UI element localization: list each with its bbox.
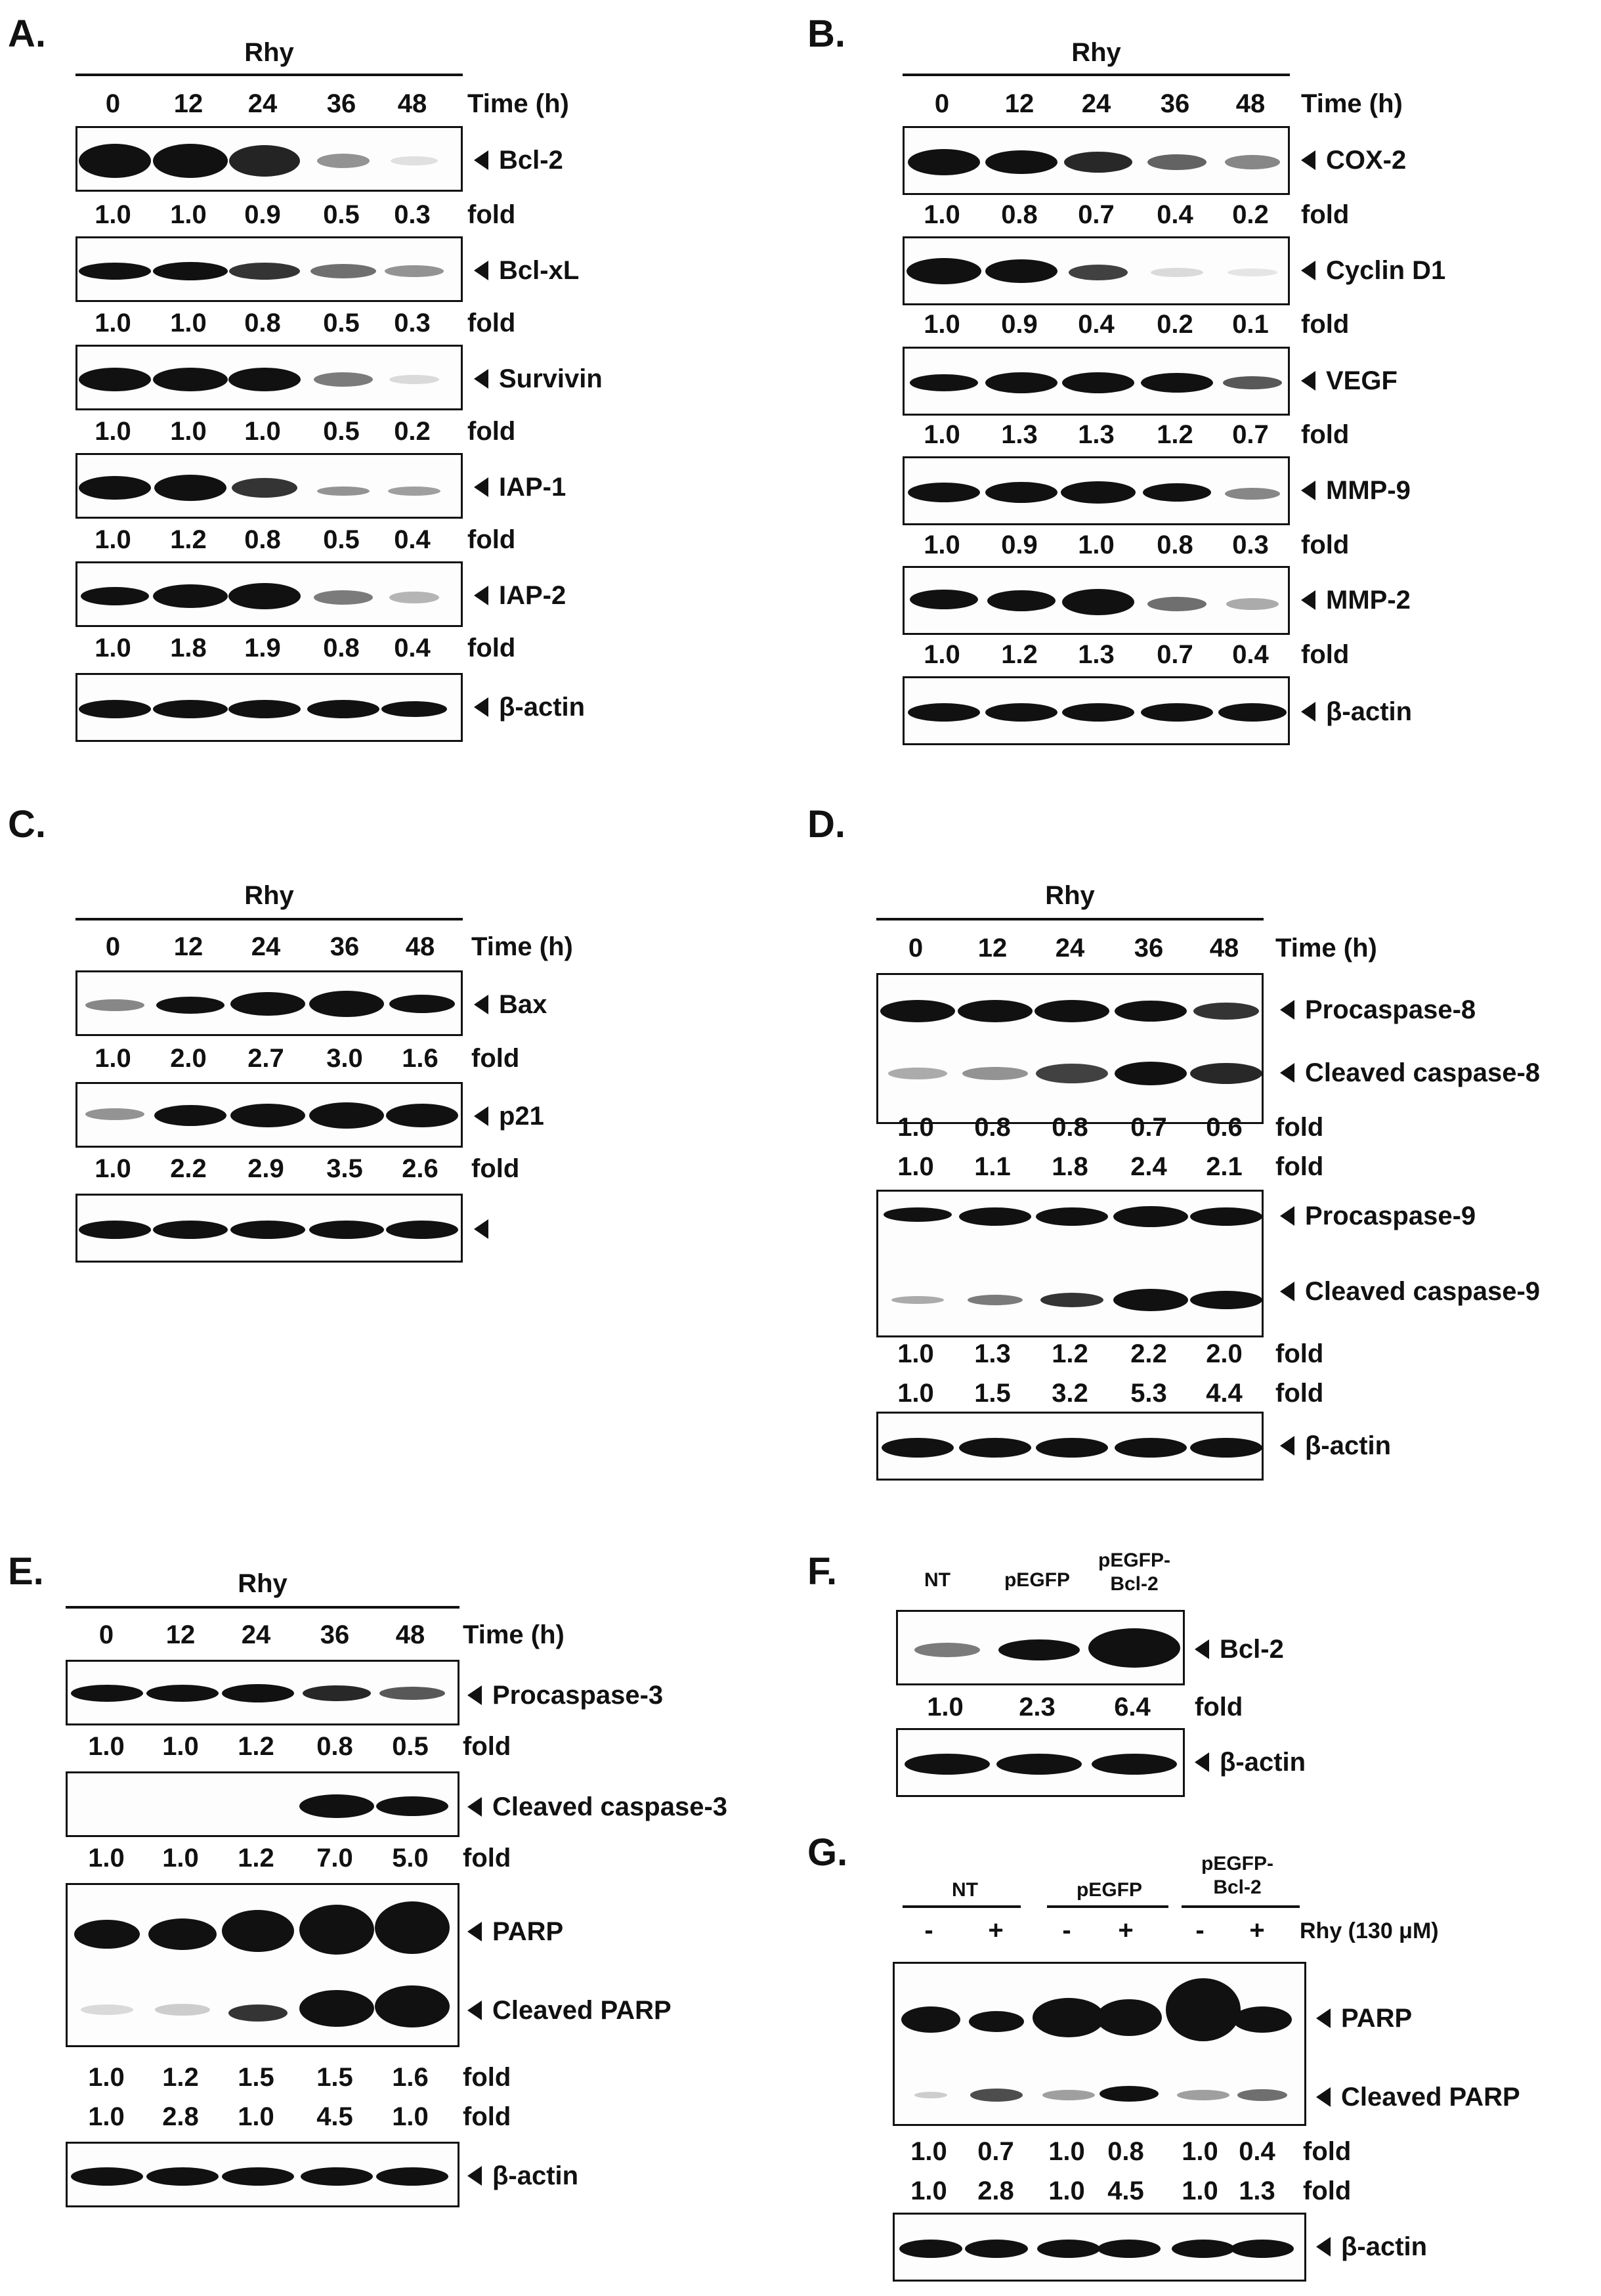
panel-e-blot-procaspase3 bbox=[66, 1660, 459, 1725]
panel-e-fold-value: 1.0 bbox=[162, 1844, 199, 1873]
panel-b-protein-label: COX-2 bbox=[1301, 146, 1406, 175]
panel-b-fold-value: 1.3 bbox=[1001, 420, 1038, 449]
panel-g-protein-label: PARP bbox=[1316, 2004, 1412, 2033]
panel-g-fold-value: 1.0 bbox=[1182, 2177, 1218, 2205]
panel-a-fold-value: 1.0 bbox=[170, 200, 207, 229]
panel-g-fold-value: 1.0 bbox=[1048, 2177, 1085, 2205]
panel-d-fold-value: 0.8 bbox=[1052, 1113, 1088, 1142]
fold-label: fold bbox=[467, 525, 516, 554]
fold-label: fold bbox=[1301, 310, 1350, 339]
fold-label: fold bbox=[1275, 1379, 1324, 1408]
panel-d-fold-value: 2.4 bbox=[1130, 1152, 1167, 1181]
panel-g-fold-value: 0.4 bbox=[1239, 2137, 1275, 2166]
panel-a-fold-value: 1.0 bbox=[95, 417, 131, 446]
panel-g-group-label: NT bbox=[952, 1879, 978, 1901]
panel-c-fold-value: 1.0 bbox=[95, 1154, 131, 1183]
fold-label: fold bbox=[467, 634, 516, 662]
panel-e-fold-value: 1.2 bbox=[238, 1844, 274, 1873]
panel-e-fold-value: 7.0 bbox=[316, 1844, 353, 1873]
panel-d-time-tick: 12 bbox=[977, 934, 1008, 963]
panel-f-lane-label: pEGFP- bbox=[1098, 1549, 1170, 1571]
panel-e-protein-label: PARP bbox=[467, 1917, 563, 1947]
panel-e-fold-value: 1.0 bbox=[392, 2102, 429, 2131]
panel-c-time-tick: 36 bbox=[330, 932, 360, 961]
panel-b-protein-label: β-actin bbox=[1301, 697, 1412, 727]
panel-e-fold-value: 0.8 bbox=[316, 1732, 353, 1761]
panel-a-time-tick: 36 bbox=[326, 89, 356, 118]
panel-c-fold-value: 1.6 bbox=[402, 1044, 438, 1073]
panel-d-fold-value: 1.8 bbox=[1052, 1152, 1088, 1181]
fold-label: fold bbox=[1275, 1113, 1324, 1142]
panel-a-protein-label: Survivin bbox=[474, 364, 603, 394]
panel-e-fold-value: 1.5 bbox=[316, 2063, 353, 2092]
panel-g-treat-title: Rhy (130 μM) bbox=[1300, 1918, 1439, 1943]
panel-a-fold-value: 0.2 bbox=[394, 417, 431, 446]
panel-a-protein-label: IAP-1 bbox=[474, 473, 566, 502]
panel-b-fold-value: 0.3 bbox=[1232, 531, 1269, 559]
panel-b-blot-cox2 bbox=[903, 126, 1290, 195]
panel-b-fold-value: 0.4 bbox=[1078, 310, 1115, 339]
panel-b-fold-value: 1.2 bbox=[1001, 640, 1038, 669]
panel-g-blot-actin bbox=[893, 2213, 1306, 2282]
panel-c-fold-value: 2.9 bbox=[247, 1154, 284, 1183]
panel-c-group-label: Rhy bbox=[244, 881, 294, 910]
panel-d-time-tick: 0 bbox=[908, 934, 924, 963]
panel-b-fold-value: 1.0 bbox=[924, 531, 960, 559]
panel-d-fold-value: 1.3 bbox=[974, 1339, 1011, 1368]
panel-g-group-underline bbox=[903, 1905, 1021, 1908]
panel-b-fold-value: 0.7 bbox=[1232, 420, 1269, 449]
panel-g-group-label: Bcl-2 bbox=[1213, 1876, 1262, 1898]
panel-a-protein-label: β-actin bbox=[474, 693, 585, 722]
panel-c-blot-actin bbox=[75, 1194, 463, 1263]
panel-g-fold-value: 1.0 bbox=[1048, 2137, 1085, 2166]
panel-a-fold-value: 0.5 bbox=[323, 309, 360, 337]
panel-d-protein-label: Cleaved caspase-9 bbox=[1280, 1277, 1540, 1307]
panel-b-group-underline bbox=[903, 74, 1290, 76]
panel-b-group-label: Rhy bbox=[1071, 38, 1121, 67]
panel-g-group-label: pEGFP bbox=[1076, 1879, 1142, 1901]
panel-d-time-tick: 48 bbox=[1209, 934, 1239, 963]
fold-label: fold bbox=[1301, 200, 1350, 229]
panel-e-blot-parp bbox=[66, 1883, 459, 2047]
panel-b-blot-mmp9 bbox=[903, 456, 1290, 525]
panel-a-blot-iap1 bbox=[75, 453, 463, 519]
panel-g-group-underline bbox=[1047, 1905, 1168, 1908]
panel-e-label: E. bbox=[8, 1550, 44, 1593]
panel-g-fold-value: 1.0 bbox=[910, 2137, 947, 2166]
panel-d-fold-value: 2.1 bbox=[1206, 1152, 1243, 1181]
panel-b-fold-value: 1.2 bbox=[1157, 420, 1193, 449]
panel-g-treat-sign: + bbox=[1249, 1916, 1265, 1945]
panel-c-fold-value: 3.5 bbox=[326, 1154, 363, 1183]
panel-a-time-tick: 48 bbox=[397, 89, 427, 118]
fold-label: fold bbox=[1301, 531, 1350, 559]
panel-e-fold-value: 1.0 bbox=[162, 1732, 199, 1761]
panel-f-lane-label: pEGFP bbox=[1004, 1569, 1070, 1591]
panel-a-fold-value: 1.9 bbox=[244, 634, 281, 662]
panel-g-protein-label: β-actin bbox=[1316, 2232, 1427, 2262]
panel-e-fold-value: 1.5 bbox=[238, 2063, 274, 2092]
panel-a-blot-iap2 bbox=[75, 561, 463, 627]
panel-e-time-tick: 12 bbox=[165, 1620, 196, 1649]
panel-e-fold-value: 1.0 bbox=[238, 2102, 274, 2131]
panel-b-blot-cyclind1 bbox=[903, 236, 1290, 305]
panel-d-fold-value: 4.4 bbox=[1206, 1379, 1243, 1408]
panel-a-fold-value: 1.0 bbox=[170, 417, 207, 446]
panel-b-fold-value: 1.0 bbox=[1078, 531, 1115, 559]
panel-c-time-tick: 12 bbox=[173, 932, 203, 961]
panel-g-group-label: pEGFP- bbox=[1201, 1853, 1273, 1874]
fold-label: fold bbox=[463, 2063, 511, 2092]
panel-b-time-tick: 24 bbox=[1081, 89, 1111, 118]
panel-b-fold-value: 1.3 bbox=[1078, 420, 1115, 449]
panel-g-treat-sign: - bbox=[1062, 1916, 1071, 1945]
panel-a-fold-value: 1.0 bbox=[244, 417, 281, 446]
panel-g-treat-sign: - bbox=[924, 1916, 933, 1945]
panel-f-lane-label: NT bbox=[924, 1569, 950, 1591]
panel-d-protein-label: β-actin bbox=[1280, 1431, 1391, 1461]
panel-e-time-tick: 48 bbox=[395, 1620, 425, 1649]
panel-c-blot-p21 bbox=[75, 1082, 463, 1148]
panel-a-fold-value: 0.5 bbox=[323, 417, 360, 446]
panel-a-fold-value: 0.5 bbox=[323, 200, 360, 229]
panel-e-group-underline bbox=[66, 1606, 459, 1609]
panel-d-label: D. bbox=[807, 803, 845, 846]
panel-b-fold-value: 0.1 bbox=[1232, 310, 1269, 339]
panel-d-fold-value: 1.0 bbox=[897, 1152, 934, 1181]
panel-d-fold-value: 2.0 bbox=[1206, 1339, 1243, 1368]
panel-d-time-tick: 36 bbox=[1134, 934, 1164, 963]
panel-b-fold-value: 0.4 bbox=[1232, 640, 1269, 669]
panel-b-blot-actin bbox=[903, 676, 1290, 745]
panel-e-fold-value: 0.5 bbox=[392, 1732, 429, 1761]
panel-e-protein-label: Procaspase-3 bbox=[467, 1681, 663, 1710]
panel-a-fold-value: 1.0 bbox=[95, 525, 131, 554]
panel-e-blot-actin bbox=[66, 2142, 459, 2207]
fold-label: fold bbox=[1303, 2177, 1352, 2205]
panel-g-fold-value: 1.3 bbox=[1239, 2177, 1275, 2205]
fold-label: fold bbox=[1195, 1693, 1243, 1722]
panel-b-fold-value: 0.4 bbox=[1157, 200, 1193, 229]
panel-d-fold-value: 3.2 bbox=[1052, 1379, 1088, 1408]
panel-b-protein-label: MMP-9 bbox=[1301, 476, 1411, 506]
panel-c-time-tick: 48 bbox=[405, 932, 435, 961]
panel-e-fold-value: 2.8 bbox=[162, 2102, 199, 2131]
panel-e-fold-value: 1.2 bbox=[162, 2063, 199, 2092]
panel-e-fold-value: 1.6 bbox=[392, 2063, 429, 2092]
panel-d-blot-caspase8 bbox=[876, 973, 1264, 1124]
panel-e-blot-cleaved-caspase3 bbox=[66, 1771, 459, 1837]
panel-d-group-underline bbox=[876, 918, 1264, 921]
panel-g-treat-sign: + bbox=[988, 1916, 1004, 1945]
panel-d-fold-value: 1.5 bbox=[974, 1379, 1011, 1408]
panel-f-label: F. bbox=[807, 1550, 838, 1593]
panel-a-fold-value: 1.2 bbox=[170, 525, 207, 554]
panel-c-protein-label bbox=[474, 1215, 499, 1244]
panel-a-blot-bclxl bbox=[75, 236, 463, 302]
panel-a-fold-value: 0.9 bbox=[244, 200, 281, 229]
panel-e-protein-label: Cleaved caspase-3 bbox=[467, 1792, 727, 1822]
panel-a-blot-survivin bbox=[75, 345, 463, 410]
panel-f-fold-value: 1.0 bbox=[927, 1693, 964, 1722]
panel-e-fold-value: 1.0 bbox=[88, 1844, 125, 1873]
panel-f-blot-actin bbox=[896, 1728, 1185, 1797]
panel-a-fold-value: 0.8 bbox=[323, 634, 360, 662]
panel-a-fold-value: 0.4 bbox=[394, 525, 431, 554]
panel-b-label: B. bbox=[807, 12, 845, 55]
panel-c-time-title: Time (h) bbox=[471, 932, 573, 961]
panel-e-time-tick: 0 bbox=[98, 1620, 114, 1649]
panel-d-time-title: Time (h) bbox=[1275, 934, 1377, 963]
panel-c-fold-value: 3.0 bbox=[326, 1044, 363, 1073]
panel-b-time-tick: 12 bbox=[1004, 89, 1035, 118]
panel-a-blot-actin bbox=[75, 673, 463, 742]
panel-g-blot-parp bbox=[893, 1962, 1306, 2126]
panel-d-fold-value: 5.3 bbox=[1130, 1379, 1167, 1408]
panel-b-fold-value: 0.2 bbox=[1157, 310, 1193, 339]
panel-b-fold-value: 0.7 bbox=[1078, 200, 1115, 229]
fold-label: fold bbox=[471, 1044, 520, 1073]
panel-g-group-underline bbox=[1182, 1905, 1300, 1908]
panel-e-fold-value: 4.5 bbox=[316, 2102, 353, 2131]
panel-d-fold-value: 1.0 bbox=[897, 1339, 934, 1368]
panel-g-treat-sign: - bbox=[1195, 1916, 1205, 1945]
panel-b-time-tick: 36 bbox=[1160, 89, 1190, 118]
panel-b-fold-value: 1.0 bbox=[924, 310, 960, 339]
panel-e-protein-label: β-actin bbox=[467, 2161, 578, 2191]
panel-b-time-tick: 0 bbox=[934, 89, 950, 118]
panel-g-fold-value: 2.8 bbox=[977, 2177, 1014, 2205]
panel-e-fold-value: 5.0 bbox=[392, 1844, 429, 1873]
panel-d-fold-value: 0.6 bbox=[1206, 1113, 1243, 1142]
panel-d-fold-value: 1.0 bbox=[897, 1113, 934, 1142]
panel-a-fold-value: 1.0 bbox=[95, 200, 131, 229]
panel-e-protein-label: Cleaved PARP bbox=[467, 1996, 672, 2025]
panel-g-fold-value: 4.5 bbox=[1107, 2177, 1144, 2205]
fold-label: fold bbox=[1303, 2137, 1352, 2166]
panel-a-fold-value: 1.0 bbox=[95, 309, 131, 337]
panel-b-blot-vegf bbox=[903, 347, 1290, 416]
panel-d-time-tick: 24 bbox=[1055, 934, 1085, 963]
panel-d-protein-label: Cleaved caspase-8 bbox=[1280, 1058, 1540, 1088]
panel-f-protein-label: Bcl-2 bbox=[1195, 1635, 1284, 1664]
panel-e-time-tick: 24 bbox=[241, 1620, 271, 1649]
panel-d-blot-caspase9 bbox=[876, 1190, 1264, 1337]
panel-a-time-title: Time (h) bbox=[467, 89, 569, 118]
panel-c-group-underline bbox=[75, 918, 463, 921]
panel-g-fold-value: 1.0 bbox=[910, 2177, 947, 2205]
panel-g-treat-sign: + bbox=[1118, 1916, 1134, 1945]
panel-e-fold-value: 1.0 bbox=[88, 2102, 125, 2131]
panel-a-time-tick: 12 bbox=[173, 89, 203, 118]
panel-d-fold-value: 0.7 bbox=[1130, 1113, 1167, 1142]
panel-c-time-tick: 0 bbox=[105, 932, 121, 961]
panel-a-group-underline bbox=[75, 74, 463, 76]
panel-e-time-tick: 36 bbox=[320, 1620, 350, 1649]
panel-c-protein-label: Bax bbox=[474, 990, 547, 1020]
panel-b-protein-label: MMP-2 bbox=[1301, 586, 1411, 615]
panel-e-group-label: Rhy bbox=[238, 1569, 288, 1598]
panel-a-blot-bcl2 bbox=[75, 126, 463, 192]
panel-a-fold-value: 1.0 bbox=[95, 634, 131, 662]
panel-d-fold-value: 2.2 bbox=[1130, 1339, 1167, 1368]
panel-a-protein-label: Bcl-2 bbox=[474, 146, 563, 175]
fold-label: fold bbox=[467, 200, 516, 229]
panel-a-fold-value: 0.4 bbox=[394, 634, 431, 662]
panel-d-protein-label: Procaspase-8 bbox=[1280, 995, 1476, 1025]
panel-f-lane-label: Bcl-2 bbox=[1110, 1573, 1159, 1595]
panel-f-blot-bcl2 bbox=[896, 1610, 1185, 1685]
panel-d-fold-value: 1.0 bbox=[897, 1379, 934, 1408]
panel-f-fold-value: 2.3 bbox=[1019, 1693, 1056, 1722]
panel-c-protein-label: p21 bbox=[474, 1102, 544, 1131]
panel-c-fold-value: 2.2 bbox=[170, 1154, 207, 1183]
fold-label: fold bbox=[1301, 420, 1350, 449]
panel-a-fold-value: 0.8 bbox=[244, 309, 281, 337]
panel-c-fold-value: 2.0 bbox=[170, 1044, 207, 1073]
fold-label: fold bbox=[463, 1844, 511, 1873]
panel-g-fold-value: 1.0 bbox=[1182, 2137, 1218, 2166]
fold-label: fold bbox=[1275, 1339, 1324, 1368]
panel-e-fold-value: 1.2 bbox=[238, 1732, 274, 1761]
panel-a-protein-label: IAP-2 bbox=[474, 581, 566, 611]
panel-b-fold-value: 0.8 bbox=[1157, 531, 1193, 559]
panel-c-fold-value: 1.0 bbox=[95, 1044, 131, 1073]
panel-f-fold-value: 6.4 bbox=[1114, 1693, 1151, 1722]
panel-g-fold-value: 0.7 bbox=[977, 2137, 1014, 2166]
panel-b-fold-value: 0.7 bbox=[1157, 640, 1193, 669]
panel-g-protein-label: Cleaved PARP bbox=[1316, 2083, 1520, 2112]
panel-b-protein-label: VEGF bbox=[1301, 366, 1398, 396]
panel-a-fold-value: 0.3 bbox=[394, 200, 431, 229]
panel-a-fold-value: 0.8 bbox=[244, 525, 281, 554]
fold-label: fold bbox=[471, 1154, 520, 1183]
panel-b-protein-label: Cyclin D1 bbox=[1301, 256, 1445, 286]
panel-c-fold-value: 2.6 bbox=[402, 1154, 438, 1183]
panel-f-protein-label: β-actin bbox=[1195, 1748, 1306, 1777]
fold-label: fold bbox=[467, 417, 516, 446]
panel-d-fold-value: 1.2 bbox=[1052, 1339, 1088, 1368]
panel-c-blot-bax bbox=[75, 970, 463, 1036]
panel-b-blot-mmp2 bbox=[903, 566, 1290, 635]
panel-g-label: G. bbox=[807, 1831, 848, 1874]
panel-d-blot-actin bbox=[876, 1412, 1264, 1481]
panel-b-fold-value: 1.0 bbox=[924, 640, 960, 669]
panel-c-time-tick: 24 bbox=[251, 932, 281, 961]
panel-d-fold-value: 0.8 bbox=[974, 1113, 1011, 1142]
panel-a-protein-label: Bcl-xL bbox=[474, 256, 579, 286]
panel-d-protein-label: Procaspase-9 bbox=[1280, 1202, 1476, 1231]
panel-d-group-label: Rhy bbox=[1045, 881, 1095, 910]
panel-d-fold-value: 1.1 bbox=[974, 1152, 1011, 1181]
panel-a-fold-value: 0.3 bbox=[394, 309, 431, 337]
fold-label: fold bbox=[1301, 640, 1350, 669]
panel-b-fold-value: 1.3 bbox=[1078, 640, 1115, 669]
panel-a-time-tick: 0 bbox=[105, 89, 121, 118]
panel-e-time-title: Time (h) bbox=[463, 1620, 565, 1649]
panel-a-fold-value: 0.5 bbox=[323, 525, 360, 554]
panel-b-fold-value: 0.9 bbox=[1001, 531, 1038, 559]
panel-b-fold-value: 1.0 bbox=[924, 200, 960, 229]
panel-a-time-tick: 24 bbox=[247, 89, 278, 118]
panel-a-group-label: Rhy bbox=[244, 38, 294, 67]
panel-a-fold-value: 1.0 bbox=[170, 309, 207, 337]
panel-b-time-title: Time (h) bbox=[1301, 89, 1403, 118]
panel-b-fold-value: 0.2 bbox=[1232, 200, 1269, 229]
panel-b-fold-value: 1.0 bbox=[924, 420, 960, 449]
panel-c-label: C. bbox=[8, 803, 46, 846]
panel-a-fold-value: 1.8 bbox=[170, 634, 207, 662]
panel-e-fold-value: 1.0 bbox=[88, 2063, 125, 2092]
panel-a-label: A. bbox=[8, 12, 46, 55]
fold-label: fold bbox=[467, 309, 516, 337]
panel-g-fold-value: 0.8 bbox=[1107, 2137, 1144, 2166]
panel-b-fold-value: 0.8 bbox=[1001, 200, 1038, 229]
panel-b-fold-value: 0.9 bbox=[1001, 310, 1038, 339]
panel-c-fold-value: 2.7 bbox=[247, 1044, 284, 1073]
fold-label: fold bbox=[1275, 1152, 1324, 1181]
fold-label: fold bbox=[463, 2102, 511, 2131]
panel-b-time-tick: 48 bbox=[1235, 89, 1266, 118]
panel-e-fold-value: 1.0 bbox=[88, 1732, 125, 1761]
fold-label: fold bbox=[463, 1732, 511, 1761]
